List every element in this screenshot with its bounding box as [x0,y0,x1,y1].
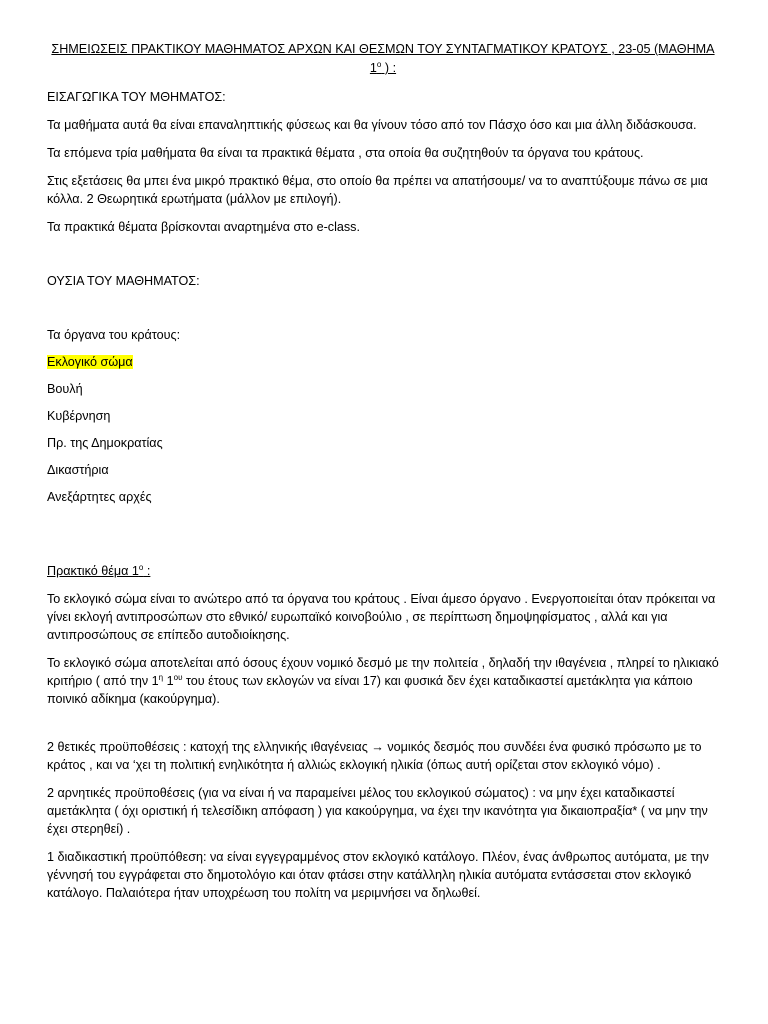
procedural-condition-paragraph: 1 διαδικαστική προϋπόθεση: να είναι εγγεγραμμένος στον εκλογικό κατάλογο. Πλέον, ένας άνθρωπος αυτόματα, με την γέννησή του εγγράφεται στο δημοτολόγιο και όταν φτάσει στην κατάλληλη ηλικία αυτόματα εντάσσεται στον εκλογικό κατάλογο. Παλαιότερα ήταν υποχρέωση του πολίτη να μεριμνήσει να δηλωθεί. [47,850,709,900]
intro-paragraph-1: Τα μαθήματα αυτά θα είναι επαναληπτικής φύσεως και θα γίνουν τόσο από τον Πάσχο όσο και μια άλλη διδάσκουσα. [47,118,697,132]
practical-paragraph-2: Το εκλογικό σώμα αποτελείται από όσους έχουν νομικό δεσμό με την πολιτεία , δηλαδή την ιθαγένεια , πληρεί το ηλικιακό κριτήριο ( από την $1^\eta$ $1^{o\upsilon}$ του έτους των εκλογών να είναι 17) και φυσικά δεν έχει καταδικαστεί αμετάκλητα για κάποιο ποινικό αδίκημα (κακούργημα). [47,656,719,706]
organ-item-president: Πρ. της Δημοκρατίας [47,436,163,450]
document-page [47,40,719,902]
organ-item-independent-authorities: Ανεξάρτητες αρχές [47,490,152,504]
intro-paragraph-2: Τα επόμενα τρία μαθήματα θα είναι τα πρακτικά θέματα , στα οποία θα συζητηθούν τα όργανα του κράτους. [47,146,644,160]
substance-heading: ΟΥΣΙΑ ΤΟΥ ΜΑΘΗΜΑΤΟΣ: [47,274,200,288]
negative-conditions-paragraph: 2 αρνητικές προϋποθέσεις (για να είναι ή να παραμείνει μέλος του εκλογικού σώματος) : να μην έχει καταδικαστεί αμετάκλητα ( όχι οριστική ή τελεσίδικη απόφαση ) για κακούργημα, να έχει την ικανότητα για δικαιοπραξία* ( να μην την έχει στερηθεί) . [47,786,708,836]
organ-item-electoral-body: Εκλογικό σώμα [47,355,133,369]
intro-heading: ΕΙΣΑΓΩΓΙΚΑ ΤΟΥ ΜΘΗΜΑΤΟΣ: [47,90,226,104]
organ-item-parliament: Βουλή [47,382,83,396]
organs-intro: Τα όργανα του κράτους: [47,328,181,342]
positive-conditions-paragraph: 2 θετικές προϋποθέσεις : κατοχή της ελληνικής ιθαγένειας → νομικός δεσμός που συνδέει ένα φυσικό πρόσωπο με το κράτος , και να ‘χει τη πολιτική ενηλικότητα ή αλλιώς εκλογική ηλικία (όπως αυτή ορίζεται στον εκλογικό νόμο) . [47,740,702,772]
organ-item-government: Κυβέρνηση [47,409,111,423]
practical-heading: Πρακτικό θέμα $1^o$ : [47,562,151,578]
organ-item-courts: Δικαστήρια [47,463,109,477]
practical-paragraph-1: Το εκλογικό σώμα είναι το ανώτερο από τα όργανα του κράτους . Είναι άμεσο όργανο . Ενεργοποιείται όταν πρόκειται να γίνει εκλογή αντιπροσώπων στο εθνικό/ ευρωπαϊκό κοινοβούλιο , σε περίπτωση δημοψηφίσματος , αλλά και για αντιπροσώπους σε επίπεδο αυτοδιοίκησης. [47,592,716,642]
intro-paragraph-4: Τα πρακτικά θέματα βρίσκονται αναρτημένα στο e-class. [47,220,360,234]
intro-paragraph-3: Στις εξετάσεις θα μπει ένα μικρό πρακτικό θέμα, στο οποίο θα πρέπει να απατήσουμε/ να το αναπτύξουμε πάνω σε μια κόλλα. 2 Θεωρητικά ερωτήματα (μάλλον με επιλογή). [47,174,708,206]
document-title: ΣΗΜΕΙΩΣΕΙΣ ΠΡΑΚΤΙΚΟΥ ΜΑΘΗΜΑΤΟΣ ΑΡΧΩΝ ΚΑΙ ΘΕΣΜΩΝ ΤΟΥ ΣΥΝΤΑΓΜΑΤΙΚΟΥ ΚΡΑΤΟΥΣ , 23-05 (ΜΑΘΗΜΑ $1^o$ ) : [51,42,715,75]
